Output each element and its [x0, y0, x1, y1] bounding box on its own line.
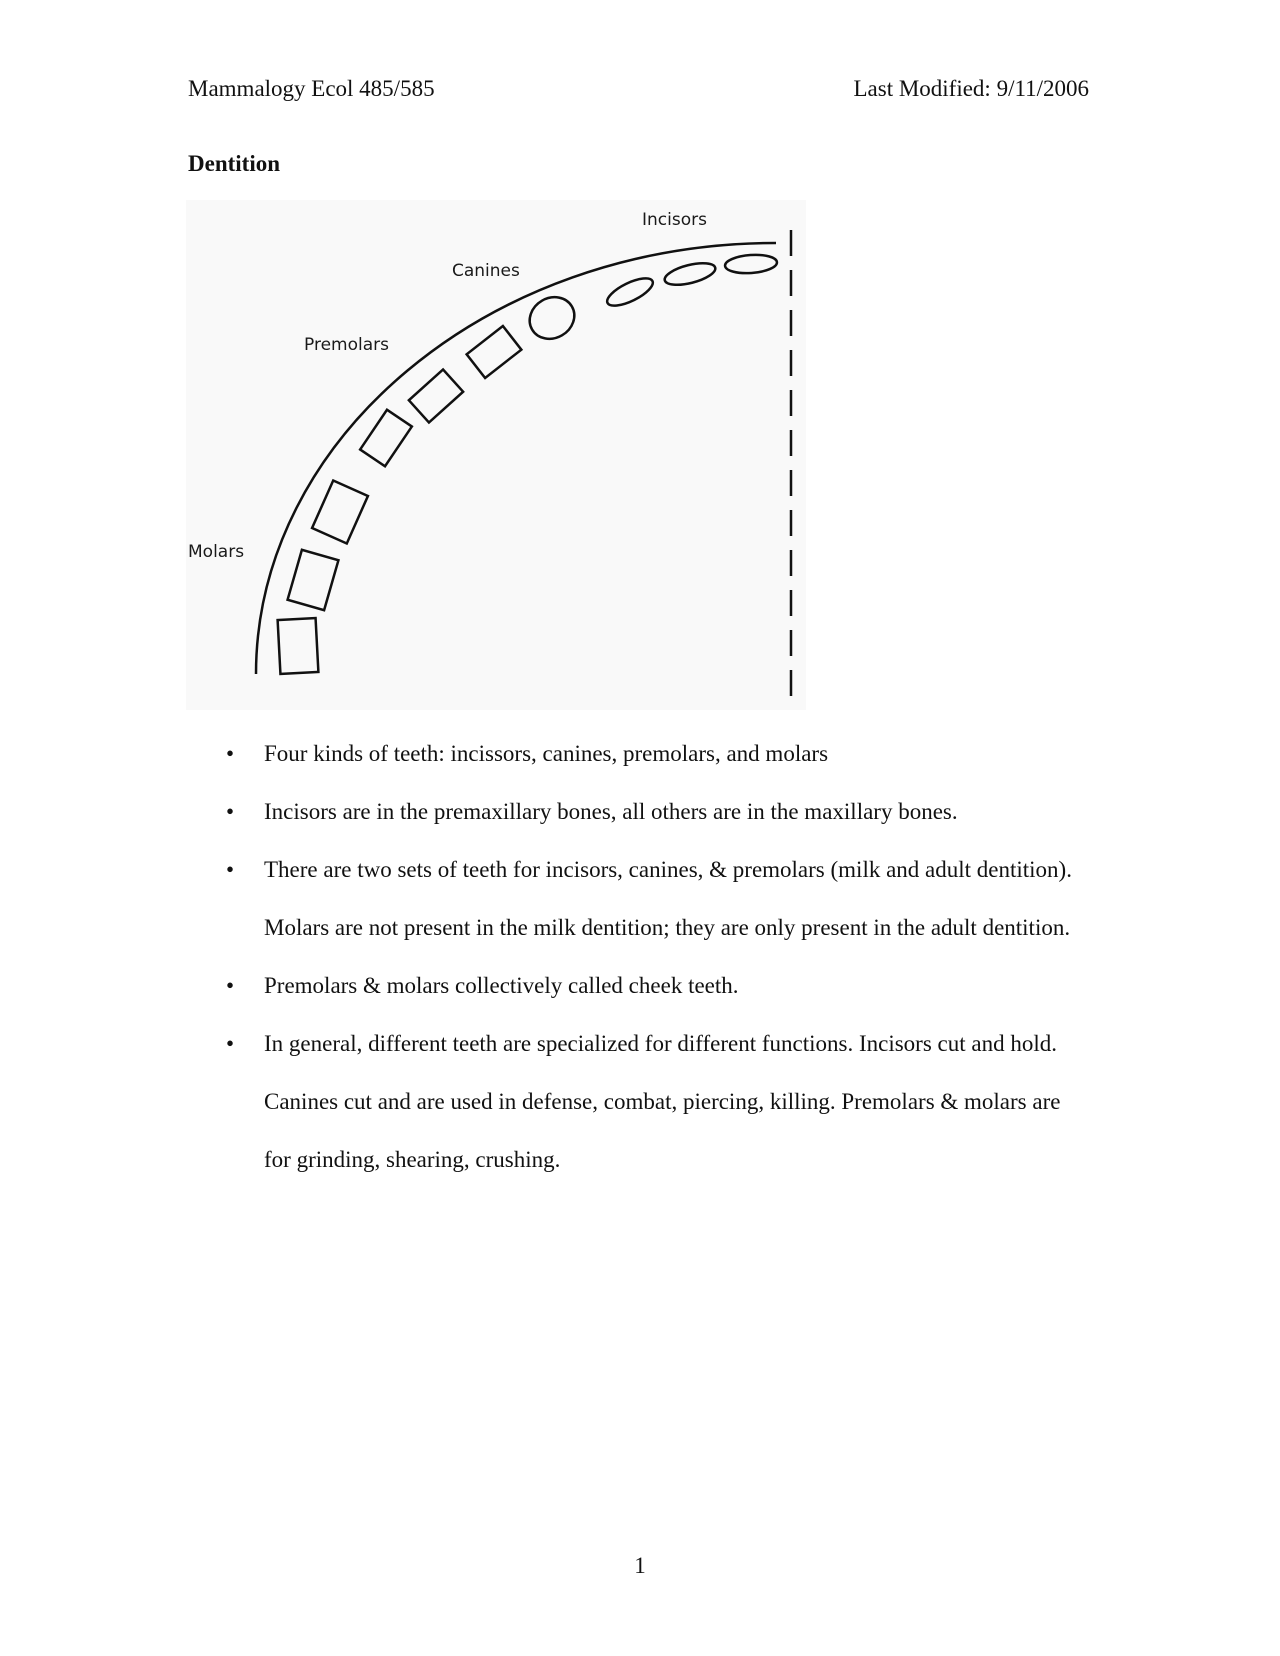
list-item-text: There are two sets of teeth for incisors, canines, & premolars (milk and adult dentition). Molars are not present in the milk dentition; they are only present in the adult dentition. — [264, 857, 1072, 940]
dentition-diagram-svg — [186, 200, 806, 710]
jaw-arch-line — [256, 243, 776, 674]
bullet-icon: • — [226, 1031, 235, 1056]
canine-tooth — [522, 289, 582, 347]
bullet-icon: • — [226, 799, 235, 824]
premolar-tooth — [467, 326, 522, 378]
list-item — [188, 841, 1078, 957]
page-number: 1 — [634, 1553, 646, 1578]
incisor-tooth — [604, 273, 657, 311]
incisor-tooth — [663, 259, 718, 289]
bullet-icon: • — [226, 741, 235, 766]
list-item-text: Four kinds of teeth: incissors, canines, premolars, and molars — [264, 741, 829, 766]
molar-tooth — [312, 481, 368, 544]
bullet-icon: • — [226, 857, 235, 882]
label-incisors: Incisors — [642, 210, 707, 230]
section-title: Dentition — [188, 151, 280, 176]
molar-tooth — [278, 618, 319, 674]
dentition-diagram — [186, 200, 806, 710]
list-item — [188, 783, 1078, 841]
label-canines: Canines — [452, 261, 520, 281]
premolar-tooth — [360, 410, 412, 467]
list-item-text: In general, different teeth are specialized for different functions. Incisors cut and hold. Canines cut and are used in defense, combat, piercing, killing. Premolars & molars are for grinding, shearing, crushing. — [264, 1031, 1061, 1172]
list-item — [188, 725, 1078, 783]
bullet-list — [188, 725, 1078, 1189]
list-item — [188, 1015, 1078, 1189]
premolar-tooth — [409, 369, 463, 422]
list-item-text: Incisors are in the premaxillary bones, all others are in the maxillary bones. — [264, 799, 958, 824]
label-premolars: Premolars — [304, 335, 389, 355]
list-item-text: Premolars & molars collectively called cheek teeth. — [264, 973, 739, 998]
header-course: Mammalogy Ecol 485/585 — [188, 76, 435, 101]
bullet-icon: • — [226, 973, 235, 998]
header-last-modified: Last Modified: 9/11/2006 — [853, 76, 1089, 101]
list-item — [188, 957, 1078, 1015]
label-molars: Molars — [188, 542, 245, 562]
molar-tooth — [288, 550, 339, 610]
incisor-tooth — [724, 253, 777, 275]
